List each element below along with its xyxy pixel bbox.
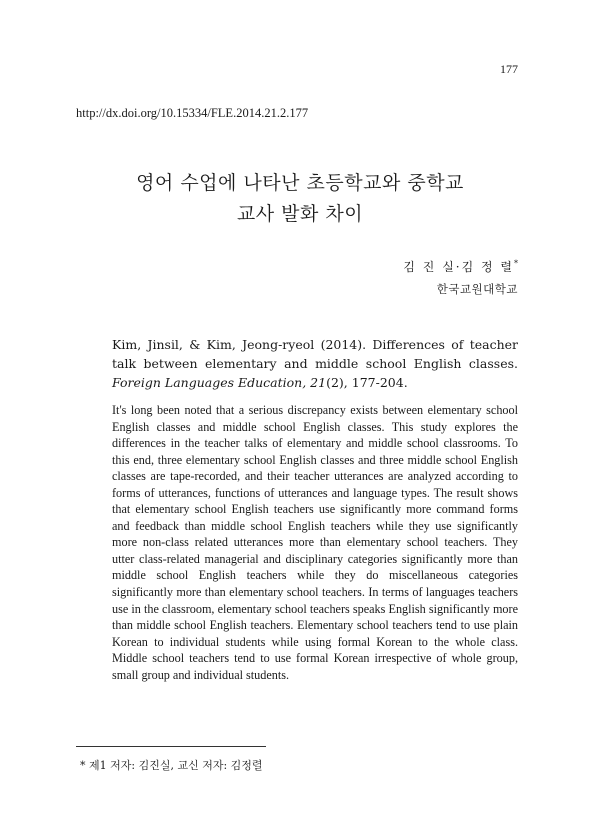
paper-title bbox=[0, 168, 600, 230]
paper-title-line-2: 교사 발화 차이 bbox=[236, 203, 364, 225]
doi-link[interactable]: http://dx.doi.org/10.15334/FLE.2014.21.2.177 bbox=[76, 106, 309, 120]
affiliation: 한국교원대학교 bbox=[436, 282, 518, 296]
footnote: * 제1 저자: 김진실, 교신 저자: 김정렬 bbox=[80, 759, 263, 772]
page-number: 177 bbox=[500, 62, 518, 76]
citation-text: Kim, Jinsil, & Kim, Jeong-ryeol (2014). Differences of teacher talk between elementary and middle school English classes. bbox=[112, 337, 518, 371]
citation-journal: Foreign Languages Education, 21 bbox=[112, 375, 327, 390]
author-names-text: 김 진 실·김 정 렬 bbox=[403, 260, 514, 274]
footnote-divider bbox=[76, 746, 266, 747]
abstract: It's long been noted that a serious discrepancy exists between elementary school English classes and middle school English classes. This study explores the differences in the teacher talks of elementary and middle school classrooms. To this end, three elementary school English classes and three middle school English classes are tape-recorded, and their teacher utterances are analyzed according to forms of utterances, functions of utterances and language types. The result shows that elementary school English teachers use significantly more command forms and feedback than middle school English teachers while they use significantly more non-class related utterances more than elementary school teachers. They utter class-related managerial and disciplinary categories significantly more than middle school English teachers while they do miscellaneous categories significantly more than elementary school teachers. In terms of languages teachers use in the classroom, elementary school teachers speaks English significantly more than middle school English teachers. Elementary school teachers tend to use plain Korean to individual students while using formal Korean to the whole class. Middle school teachers tend to use formal Korean irrespective of whole group, small group and individual students. bbox=[112, 403, 518, 682]
author-names bbox=[403, 258, 518, 275]
corresponding-author-marker: * bbox=[514, 259, 518, 268]
citation-issue-pages: (2), 177-204. bbox=[326, 375, 408, 390]
citation bbox=[112, 335, 518, 392]
paper-title-line-1: 영어 수업에 나타난 초등학교와 중학교 bbox=[136, 172, 464, 194]
